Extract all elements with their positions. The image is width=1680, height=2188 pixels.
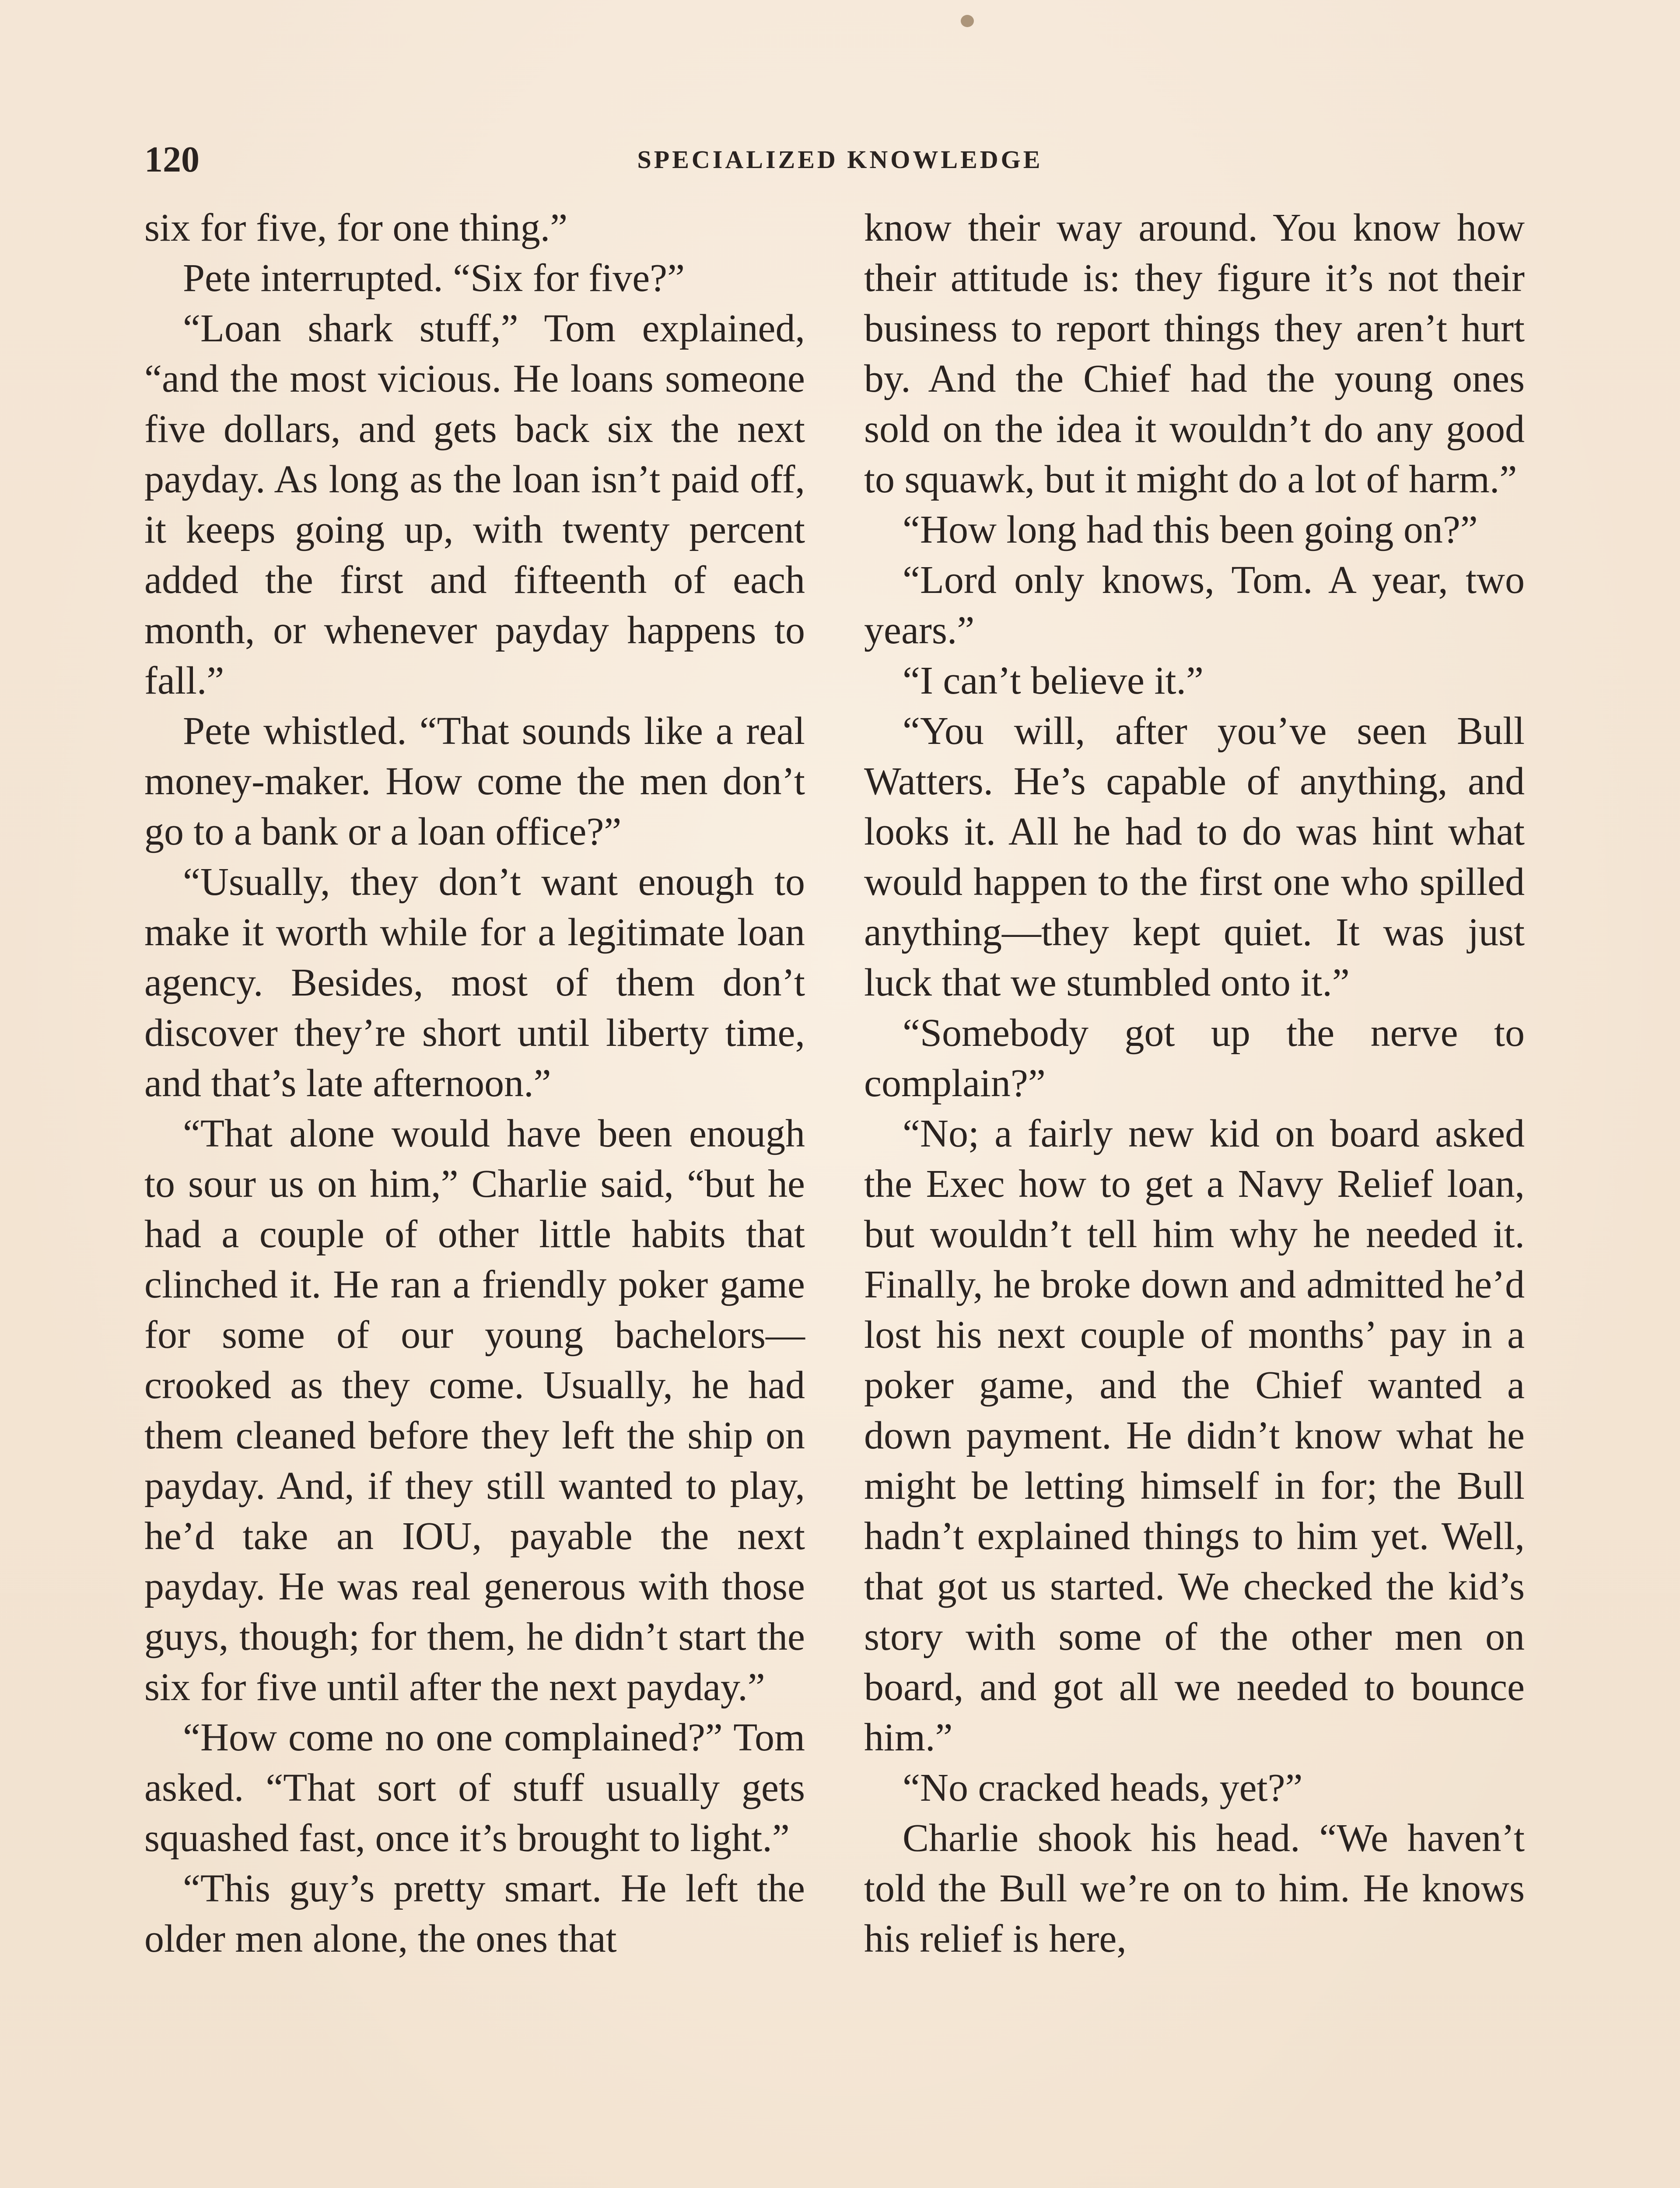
- paragraph: six for five, for one thing.”: [144, 206, 568, 249]
- paragraph: “That alone would have been enough to sour us on him,” Charlie said, “but he had a couple of other little habits that clinched it. He ran a friendly poker game for some of our young bachelors—crooked as they come. Usually, he had them cleaned before they left the ship on payday. And, if they still wanted to play, he’d take an IOU, payable the next payday. He was real generous with those guys, though; for them, he didn’t start the six for five until after the next payday.”: [144, 1112, 805, 1709]
- running-head: SPECIALIZED KNOWLEDGE: [637, 145, 1043, 174]
- paragraph: “No; a fairly new kid on board asked the Exec how to get a Navy Relief loan, but wouldn’t tell him why he needed it. Finally, he broke down and admitted he’d lost his next couple of months’ pay in a poker game, and the Chief wanted a down payment. He didn’t know what he might be letting himself in for; the Bull hadn’t explained things to him yet. Well, that got us started. We checked the kid’s story with some of the other men on board, and got all we needed to bounce him.”: [864, 1112, 1525, 1759]
- paragraph: “Somebody got up the nerve to complain?”: [864, 1011, 1525, 1105]
- paragraph: “Usually, they don’t want enough to make it worth while for a legitimate loan agency. Besides, most of them don’t discover they’re short until liberty time, and that’s late afternoon.”: [144, 860, 805, 1105]
- paragraph: “No cracked heads, yet?”: [903, 1766, 1303, 1809]
- ink-blot: [961, 15, 974, 27]
- page-header: [144, 136, 1536, 184]
- paragraph: Pete interrupted. “Six for five?”: [183, 256, 685, 300]
- paragraph: “How come no one complained?” Tom asked. “That sort of stuff usually gets squashed fast, once it’s brought to light.”: [144, 1716, 805, 1860]
- paragraph: “This guy’s pretty smart. He left the older men alone, the ones that: [144, 1867, 805, 1960]
- paragraph: “You will, after you’ve seen Bull Watters. He’s capable of anything, and looks it. All he had to do was hint what would happen to the first one who spilled anything—they kept quiet. It was just luck that we stumbled onto it.”: [864, 709, 1525, 1004]
- paragraph: Charlie shook his head. “We haven’t told the Bull we’re on to him. He knows his relief is here,: [864, 1816, 1525, 1960]
- paragraph: “How long had this been going on?”: [903, 508, 1478, 551]
- paragraph: know their way around. You know how their attitude is: they figure it’s not their business to report things they aren’t hurt by. And the Chief had the young ones sold on the idea it wouldn’t do any good to squawk, but it might do a lot of harm.”: [864, 206, 1525, 501]
- paragraph: Pete whistled. “That sounds like a real money-maker. How come the men don’t go to a bank or a loan office?”: [144, 709, 805, 853]
- paragraph: “I can’t believe it.”: [903, 659, 1204, 702]
- left-column: [144, 203, 805, 1964]
- paragraph: “Loan shark stuff,” Tom explained, “and the most vicious. He loans someone five dollars, and gets back six the next payday. As long as the loan isn’t paid off, it keeps going up, with twenty percent added the first and fifteenth of each month, or whenever payday happens to fall.”: [144, 307, 805, 702]
- page-number: 120: [144, 139, 200, 180]
- right-column: [864, 203, 1525, 1964]
- paragraph: “Lord only knows, Tom. A year, two years.”: [864, 558, 1525, 652]
